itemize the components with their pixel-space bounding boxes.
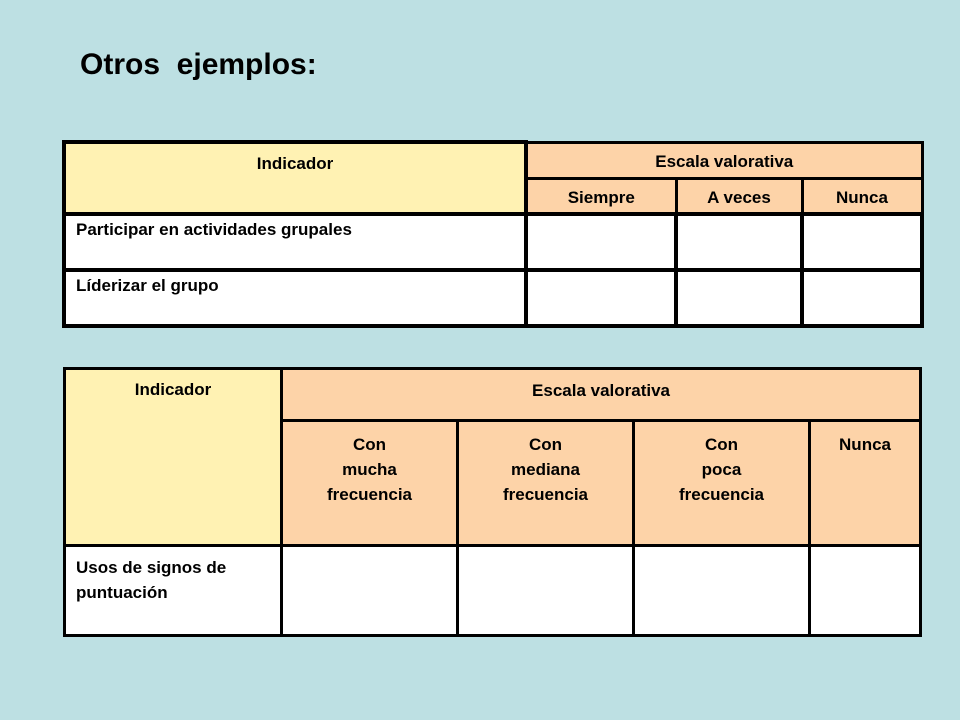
rating-table-frequency — [62, 140, 924, 328]
option-header: A veces — [676, 178, 802, 214]
scale-header: Escala valorativa — [282, 369, 921, 421]
rating-cell[interactable] — [526, 270, 676, 326]
rating-cell[interactable] — [282, 546, 458, 636]
rating-table-detailed — [63, 367, 922, 637]
rating-cell[interactable] — [526, 214, 676, 270]
rating-cell[interactable] — [802, 270, 922, 326]
table-row — [65, 546, 921, 636]
option-header: Con mediana frecuencia — [458, 421, 634, 546]
option-header: Nunca — [802, 178, 922, 214]
indicator-header: Indicador — [65, 369, 282, 546]
rating-cell[interactable] — [802, 214, 922, 270]
rating-cell[interactable] — [676, 270, 802, 326]
rating-cell[interactable] — [810, 546, 921, 636]
indicator-header: Indicador — [64, 142, 526, 214]
indicator-cell: Participar en actividades grupales — [64, 214, 526, 270]
rating-cell[interactable] — [676, 214, 802, 270]
table-row — [64, 270, 922, 326]
indicator-cell: Líderizar el grupo — [64, 270, 526, 326]
rating-cell[interactable] — [634, 546, 810, 636]
table-row — [64, 214, 922, 270]
option-header: Con poca frecuencia — [634, 421, 810, 546]
indicator-cell: Usos de signos de puntuación — [65, 546, 282, 636]
option-header: Nunca — [810, 421, 921, 546]
option-header: Con mucha frecuencia — [282, 421, 458, 546]
slide-title: Otros ejemplos: — [80, 48, 317, 81]
rating-cell[interactable] — [458, 546, 634, 636]
option-header: Siempre — [526, 178, 676, 214]
scale-header: Escala valorativa — [526, 142, 922, 178]
